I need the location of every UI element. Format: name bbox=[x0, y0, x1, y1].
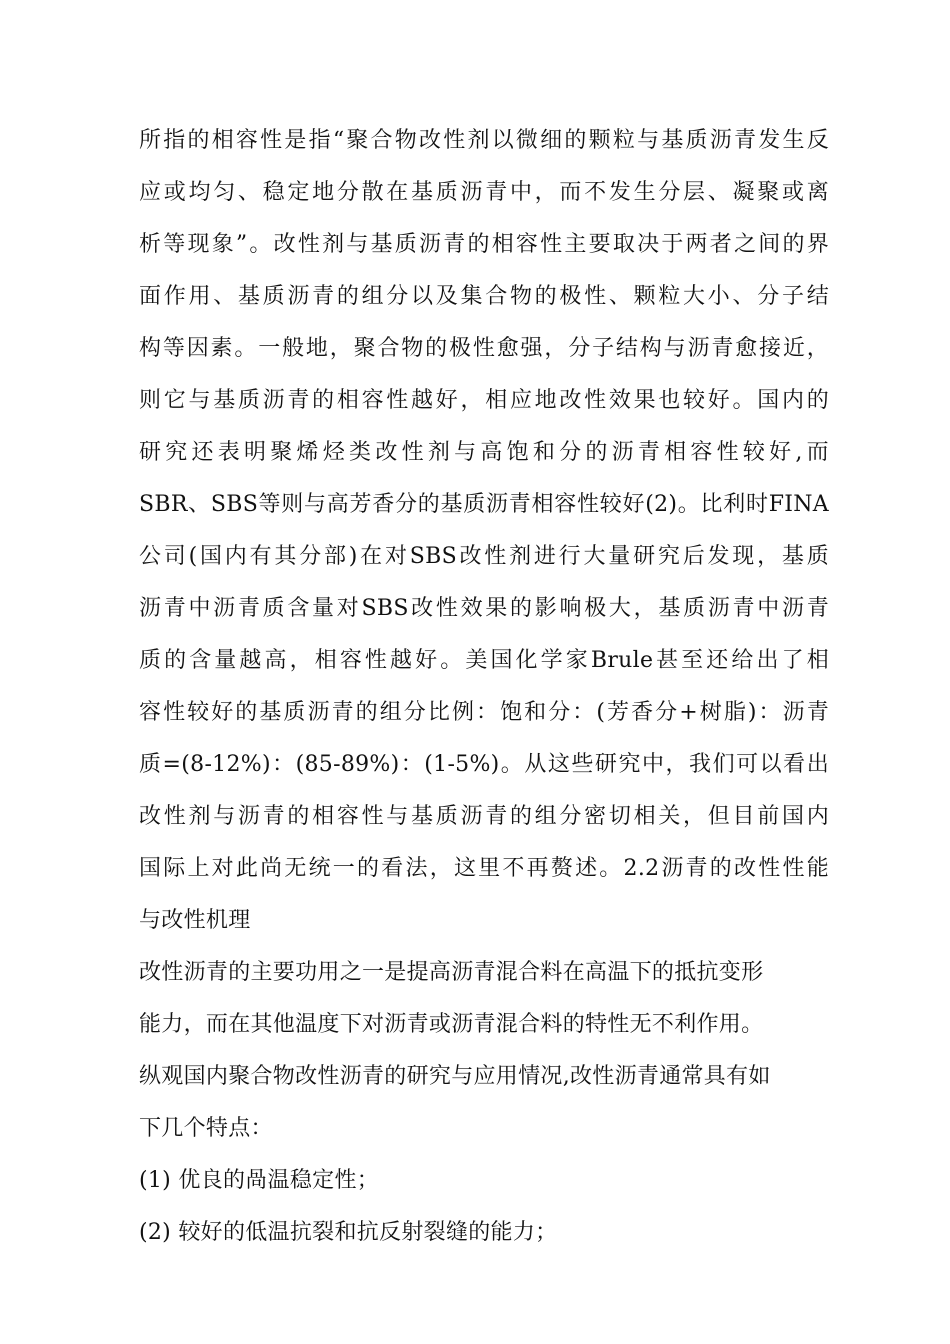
text-line: 则它与基质沥青的相容性越好，相应地改性效果也较好。国内的 bbox=[139, 388, 829, 413]
text-line: 所指的相容性是指“聚合物改性剂以微细的颗粒与基质沥青发生反 bbox=[139, 128, 829, 153]
body-text bbox=[139, 122, 829, 1266]
text-line: 下几个特点： bbox=[139, 1116, 273, 1141]
text-line: 改性剂与沥青的相容性与基质沥青的组分密切相关，但目前国内 bbox=[139, 804, 829, 829]
text-line: 国际上对此尚无统一的看法，这里不再赘述。2.2沥青的改性性能 bbox=[139, 856, 829, 881]
text-line: 改性沥青的主要功用之一是提高沥青混合料在高温下的抵抗变形 bbox=[139, 960, 764, 985]
text-line: 析等现象”。改性剂与基质沥青的相容性主要取决于两者之间的界 bbox=[139, 232, 829, 257]
text-line: 纵观国内聚合物改性沥青的研究与应用情况,改性沥青通常具有如 bbox=[139, 1064, 771, 1089]
text-line: SBR、SBS等则与高芳香分的基质沥青相容性较好(2)。比利时FINA bbox=[139, 492, 829, 517]
text-line: 应或均匀、稳定地分散在基质沥青中，而不发生分层、凝聚或离 bbox=[139, 180, 829, 205]
text-line: 研究还表明聚烯烃类改性剂与高饱和分的沥青相容性较好,而 bbox=[139, 440, 829, 465]
text-line: 面作用、基质沥青的组分以及集合物的极性、颗粒大小、分子结 bbox=[139, 284, 829, 309]
text-line: 沥青中沥青质含量对SBS改性效果的影响极大，基质沥青中沥青 bbox=[139, 596, 829, 621]
list-item: (1) 优良的咼温稳定性； bbox=[139, 1168, 380, 1193]
text-line: 质的含量越高，相容性越好。美国化学家Brule甚至还给出了相 bbox=[139, 648, 829, 673]
text-line: 能力，而在其他温度下对沥青或沥青混合料的特性无不利作用。 bbox=[139, 1012, 764, 1037]
list-item: (2) 较好的低温抗裂和抗反射裂缝的能力； bbox=[139, 1220, 558, 1245]
text-line: 与改性机理 bbox=[139, 908, 251, 933]
text-line: 构等因素。一般地，聚合物的极性愈强，分子结构与沥青愈接近， bbox=[139, 336, 829, 361]
text-line: 公司(国内有其分部)在对SBS改性剂进行大量研究后发现，基质 bbox=[139, 544, 829, 569]
text-line: 质=(8-12%)：(85-89%)：(1-5%)。从这些研究中，我们可以看出 bbox=[139, 752, 829, 777]
text-line: 容性较好的基质沥青的组分比例：饱和分：(芳香分+树脂)：沥青 bbox=[139, 700, 829, 725]
